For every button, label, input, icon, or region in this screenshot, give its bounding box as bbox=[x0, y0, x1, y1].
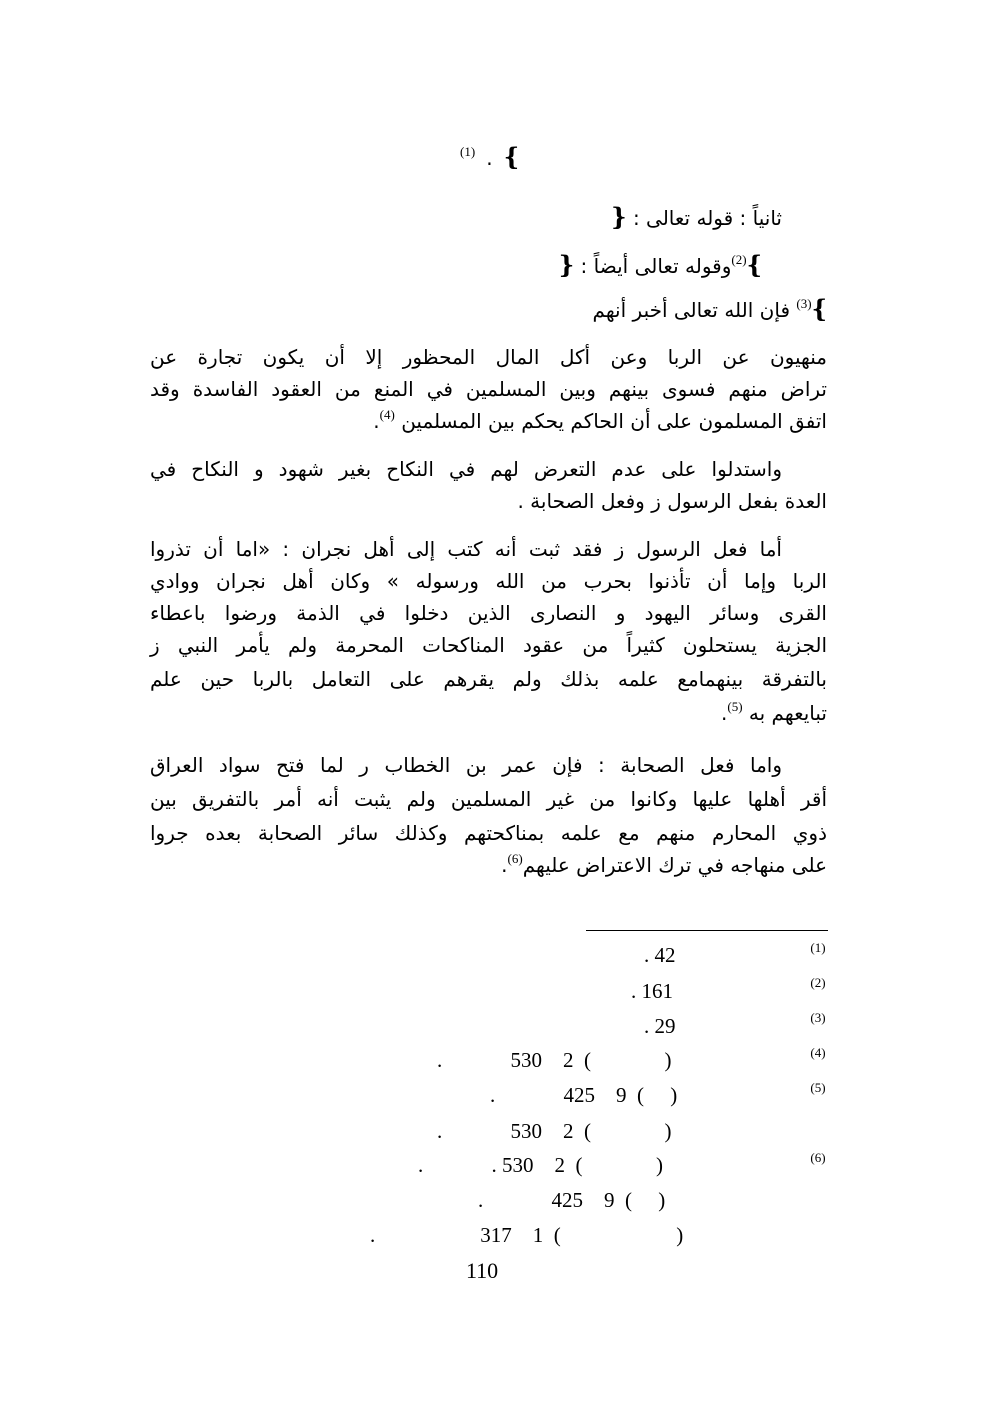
paragraph-4-line-4 bbox=[501, 848, 827, 882]
dot: . bbox=[373, 409, 380, 433]
paragraph-1-line-4 bbox=[373, 404, 827, 438]
paragraph-3-line-6 bbox=[721, 696, 827, 730]
footnote-ref-4: (4) bbox=[379, 407, 395, 422]
paragraph-3-line-1: أما فعل الرسول ز فقد ثبت أنه كتب إلى أهل نجران : «اما أن تذروا bbox=[150, 537, 782, 561]
dot: . bbox=[721, 701, 728, 725]
paragraph-1-line-1 bbox=[593, 292, 827, 326]
footnote-separator bbox=[586, 930, 828, 931]
heading-text: وقوله تعالى أيضاً : bbox=[574, 254, 732, 278]
footnote-ref-3: (3) bbox=[796, 296, 812, 311]
paragraph-3-line-5: بالتفرقة بينهمامع علمه بذلك ولم يقرهم على التعامل بالربا حين علم bbox=[150, 667, 827, 691]
footnote-number: (4) bbox=[810, 1045, 826, 1060]
footnote-text: . 161 bbox=[631, 979, 673, 1003]
paragraph-4-line-3: ذوي المحارم منهم مع علمه بمناكحتهم وكذلك سائر الصحابة بعده جروا bbox=[150, 821, 827, 845]
footnote-ref-1: (1) bbox=[460, 144, 476, 159]
footnote-text: . 425 9 ( ) bbox=[490, 1083, 678, 1107]
curly-brace-close: } bbox=[746, 250, 762, 279]
curly-brace-open: { bbox=[558, 250, 575, 279]
heading-text: ثانياً : قوله تعالى : bbox=[626, 206, 782, 230]
line-text: فإن الله تعالى أخبر أنهم bbox=[592, 298, 797, 322]
line-text: اتفق المسلمون على أن الحاكم يحكم بين المسلمين bbox=[394, 409, 827, 433]
paragraph-2-line-2: العدة بفعل الرسول ز وفعل الصحابة . bbox=[517, 489, 827, 513]
line-text: تبايعهم به bbox=[742, 701, 827, 725]
footnote-number: (5) bbox=[810, 1080, 826, 1095]
dot: . bbox=[501, 853, 508, 877]
footnote-text: . 317 1 ( ) bbox=[370, 1223, 684, 1247]
footnote-ref-5: (5) bbox=[727, 699, 743, 714]
paragraph-1-line-3: تراض منهم فسوى بينهم وبين المسلمين في المنع من العقود الفاسدة وقد bbox=[150, 377, 827, 401]
footnote-text: . . 530 2 ( ) bbox=[418, 1153, 663, 1177]
footnote-text: . 42 bbox=[644, 943, 676, 967]
page-number: 110 bbox=[466, 1258, 499, 1283]
curly-brace: } bbox=[811, 294, 827, 323]
footnote-number: (6) bbox=[810, 1150, 826, 1165]
dot: . bbox=[486, 146, 493, 170]
paragraph-4-line-1: واما فعل الصحابة : فإن عمر بن الخطاب ر لما فتح سواد العراق bbox=[150, 753, 782, 777]
curly-brace: { bbox=[503, 142, 520, 171]
line-text: على منهاجه في ترك الاعتراض عليهم bbox=[522, 853, 827, 877]
footnote-number: (3) bbox=[810, 1010, 826, 1025]
paragraph-1-line-2: منهيون عن الربا وعن أكل المال المحظور إلا أن يكون تجارة عن bbox=[150, 345, 827, 369]
top-fragment bbox=[460, 142, 519, 182]
curly-brace: { bbox=[611, 202, 627, 231]
footnote-text: . 530 2 ( ) bbox=[437, 1048, 672, 1072]
paragraph-3-line-3: القرى وسائر اليهود و النصارى الذين دخلوا في الذمة ورضوا باعطاء bbox=[150, 601, 827, 625]
footnote-text: . 530 2 ( ) bbox=[437, 1119, 672, 1143]
section-heading-second bbox=[611, 200, 782, 234]
paragraph-3-line-4: الجزية يستحلون كثيراً من عقود المناكحات المحرمة ولم يأمر النبي ز bbox=[150, 633, 827, 657]
paragraph-2-line-1: واستدلوا على عدم التعرض لهم في النكاح بغير شهود و النكاح في bbox=[150, 457, 782, 481]
paragraph-3-line-2: الربا وإما أن تأذنوا بحرب من الله ورسوله » وكان أهل نجران ووادي bbox=[150, 569, 827, 593]
footnote-ref-6: (6) bbox=[507, 851, 523, 866]
section-heading-third bbox=[559, 248, 762, 282]
footnote-ref-2: (2) bbox=[731, 252, 747, 267]
footnote-number: (1) bbox=[810, 940, 826, 955]
footnote-text: . 29 bbox=[644, 1014, 676, 1038]
footnote-number: (2) bbox=[810, 975, 826, 990]
footnote-text: . 425 9 ( ) bbox=[478, 1188, 666, 1212]
paragraph-4-line-2: أقر أهلها عليها وكانوا من غير المسلمين ولم يثبت أنه أمر بالتفريق بين bbox=[150, 787, 827, 811]
